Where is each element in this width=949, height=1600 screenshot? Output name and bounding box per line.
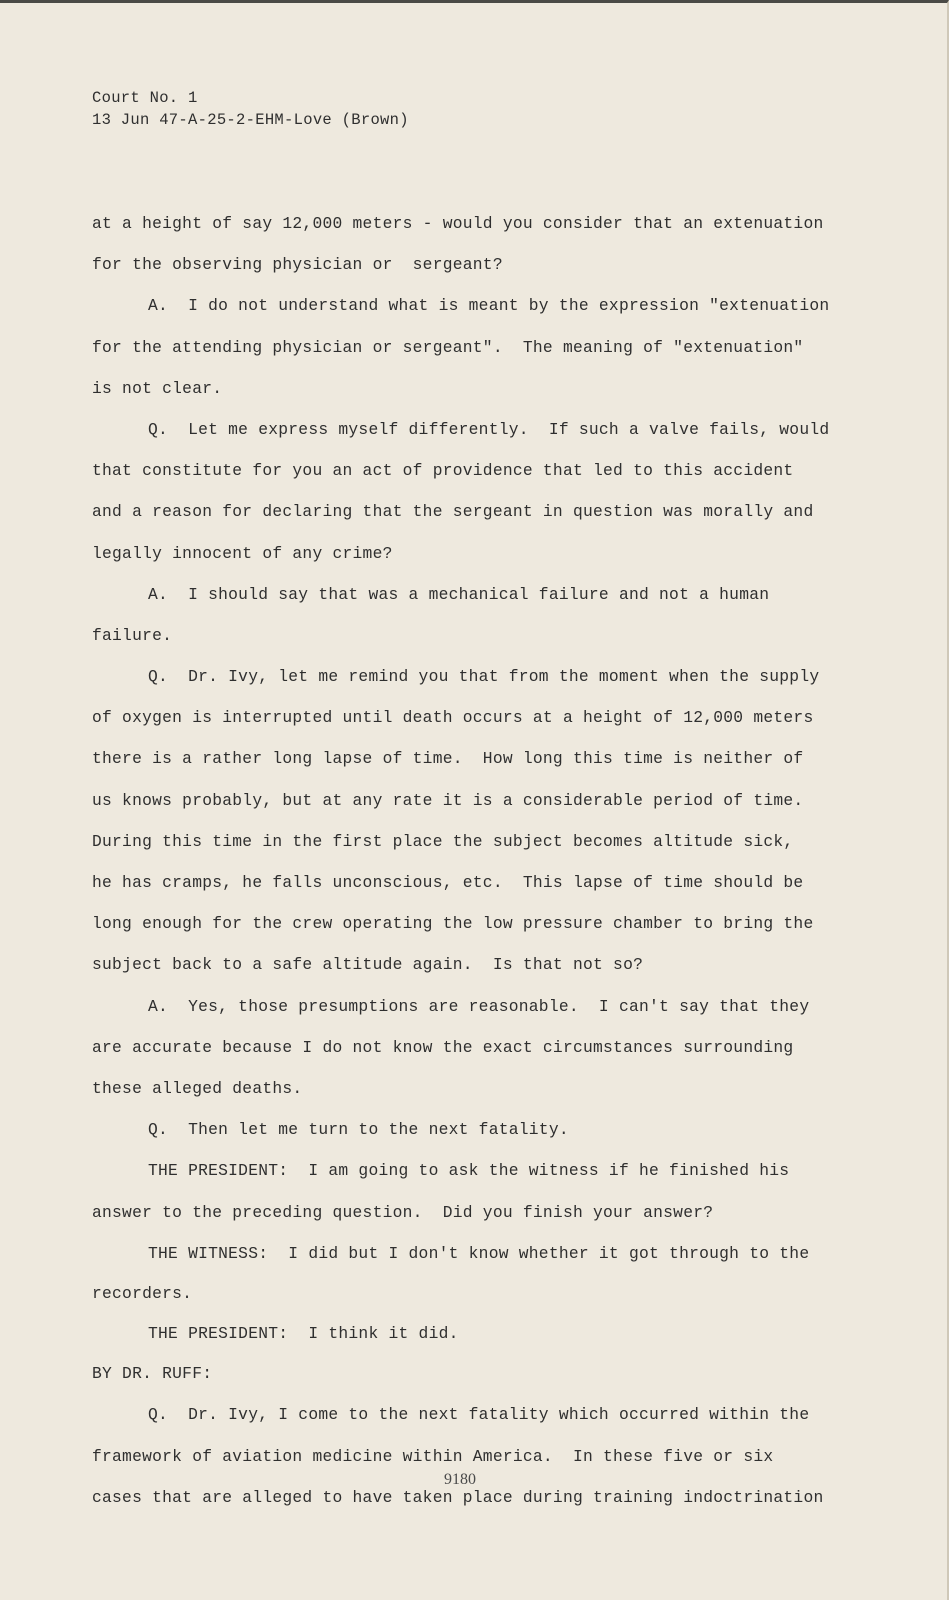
- transcript-line: cases that are alleged to have taken place during training indoctrination: [92, 1487, 824, 1507]
- transcript-line: A. I should say that was a mechanical failure and not a human: [148, 584, 770, 604]
- transcript-line: A. I do not understand what is meant by the expression "extenuation: [148, 296, 830, 316]
- transcript-line: THE PRESIDENT: I am going to ask the witness if he finished his: [148, 1161, 790, 1181]
- page-number: 9180: [444, 1471, 476, 1488]
- session-reference: 13 Jun 47-A-25-2-EHM-Love (Brown): [92, 111, 409, 129]
- transcript-line: of oxygen is interrupted until death occurs at a height of 12,000 meters: [92, 708, 814, 728]
- transcript-line: us knows probably, but at any rate it is a considerable period of time.: [92, 790, 804, 810]
- transcript-line: and a reason for declaring that the sergeant in question was morally and: [92, 502, 814, 522]
- transcript-line: subject back to a safe altitude again. Is that not so?: [92, 955, 644, 975]
- transcript-line: legally innocent of any crime?: [92, 543, 393, 563]
- transcript-line: Q. Let me express myself differently. If such a valve fails, would: [148, 419, 830, 439]
- transcript-line: there is a rather long lapse of time. How long this time is neither of: [92, 749, 804, 769]
- transcript-line: answer to the preceding question. Did you finish your answer?: [92, 1202, 714, 1222]
- transcript-line: Q. Dr. Ivy, I come to the next fatality which occurred within the: [148, 1405, 810, 1425]
- transcript-line: THE PRESIDENT: I think it did.: [148, 1324, 459, 1344]
- transcript-line: these alleged deaths.: [92, 1078, 303, 1098]
- transcript-line: that constitute for you an act of providence that led to this accident: [92, 461, 794, 481]
- transcript-line: at a height of say 12,000 meters - would you consider that an extenuation: [92, 214, 824, 233]
- transcript-line: failure.: [92, 625, 173, 645]
- transcript-line: Q. Then let me turn to the next fatality.: [148, 1120, 569, 1140]
- transcript-line: THE WITNESS: I did but I don't know whether it got through to the: [148, 1243, 810, 1263]
- transcript-line: recorders.: [92, 1283, 193, 1303]
- transcript-line: BY DR. RUFF:: [92, 1364, 213, 1384]
- transcript-line: During this time in the first place the subject becomes altitude sick,: [92, 831, 794, 851]
- transcript-line: A. Yes, those presumptions are reasonable. I can't say that they: [148, 996, 810, 1016]
- transcript-line: Q. Dr. Ivy, let me remind you that from the moment when the supply: [148, 667, 820, 687]
- transcript-line: framework of aviation medicine within America. In these five or six: [92, 1446, 774, 1466]
- transcript-line: for the attending physician or sergeant". The meaning of "extenuation": [92, 337, 804, 357]
- transcript-line: for the observing physician or sergeant?: [92, 255, 503, 275]
- transcript-line: is not clear.: [92, 378, 223, 398]
- transcript-line: are accurate because I do not know the exact circumstances surrounding: [92, 1037, 794, 1057]
- transcript-line: he has cramps, he falls unconscious, etc. This lapse of time should be: [92, 873, 804, 892]
- transcript-body: [92, 203, 852, 1518]
- transcript-line: long enough for the crew operating the low pressure chamber to bring the: [92, 914, 814, 934]
- court-header: [92, 87, 409, 131]
- court-number: Court No. 1: [92, 89, 198, 107]
